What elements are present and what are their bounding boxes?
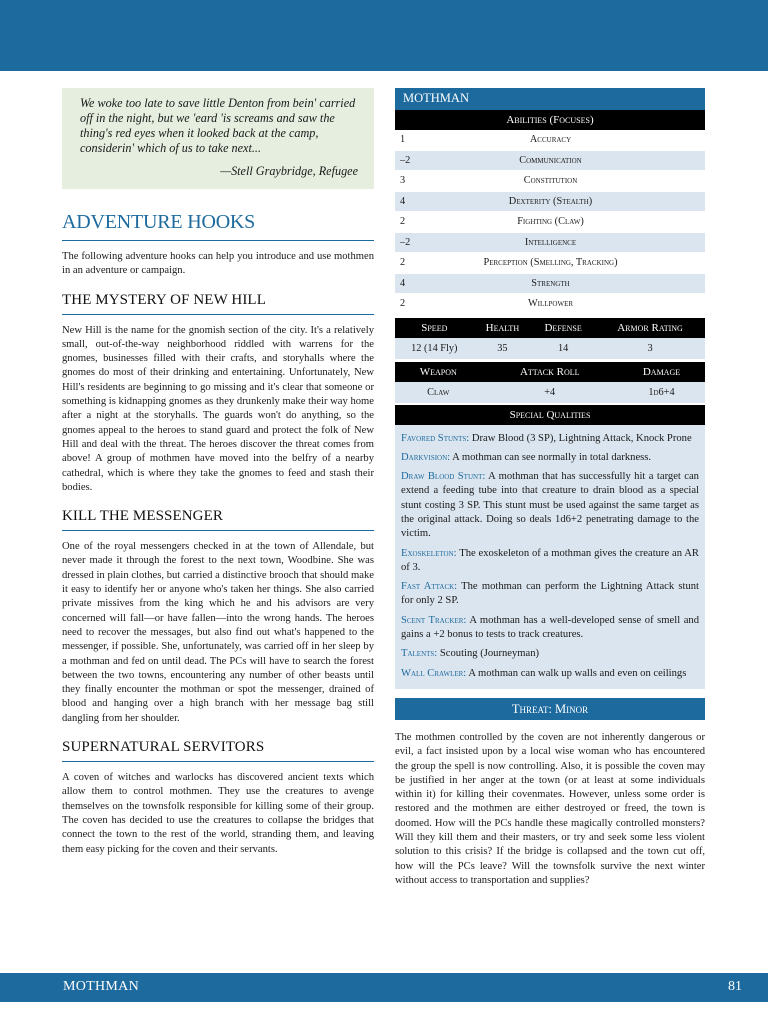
right-body-text <box>395 731 705 888</box>
quality-item: Darkvision: A mothman can see normally in total darkness. <box>401 451 652 463</box>
footer-title: MOTHMAN <box>63 979 139 994</box>
armor-rating-value: 3 <box>595 338 705 359</box>
left-column <box>62 88 374 857</box>
ability-row: 1 Accuracy <box>395 130 705 150</box>
armor-rating-header: Armor Rating <box>595 318 705 338</box>
quality-item: Scent Tracker: A mothman has a well-developed sense of smell and gains a +2 bonus to tests to track creatures. <box>401 614 699 641</box>
health-value: 35 <box>474 338 532 359</box>
special-qualities-header: Special Qualities <box>395 405 705 425</box>
damage-header: Damage <box>618 362 705 382</box>
ability-row: 3 Constitution <box>395 171 705 192</box>
quality-item: Draw Blood Stunt: A mothman that has successfully hit a target can extend a feeding tube into that creature to drain blood as a special stunt costing 3 SP. This stunt must be used against the same target as the original attack. Doing so deals 1d6+2 penetrating damage to the victim. <box>401 471 699 540</box>
adventure-hooks-intro: The following adventure hooks can help you introduce and use mothmen in an adventure or campaign. <box>62 251 374 277</box>
stats-table <box>395 318 705 359</box>
attack-roll-header: Attack Roll <box>482 362 618 382</box>
attack-roll-value: +4 <box>482 382 618 403</box>
health-header: Health <box>474 318 532 338</box>
page-number: 81 <box>728 979 742 994</box>
speed-value: 12 (14 Fly) <box>395 338 474 359</box>
speed-header: Speed <box>395 318 474 338</box>
ability-row: 2 Fighting (Claw) <box>395 212 705 233</box>
quote-attribution: —Stell Graybridge, Refugee <box>220 164 358 178</box>
quality-item: Talents: Scouting (Journeyman) <box>401 648 540 660</box>
weapon-value: Claw <box>395 382 482 403</box>
threat-banner: Threat: Minor <box>395 698 705 720</box>
ability-row: 4 Dexterity (Stealth) <box>395 191 705 212</box>
quality-item: Wall Crawler: A mothman can walk up walls and even on ceilings <box>401 667 687 679</box>
statblock-title: MOTHMAN <box>395 88 705 110</box>
weapon-header: Weapon <box>395 362 482 382</box>
coven-text: The mothmen controlled by the coven are not inherently dangerous or evil, a fact insisted upon by a local wise woman who has encountered the group the spell is now controlling. Also, it is possible the coven may be justified in her anger at the town (or at least at some individuals within it) for killing their covenmates. However, unless some order is restored and the mothmen are either destroyed or freed, the town is doomed. How will the PCs handle these magically controlled monsters? Will they kill them and their masters, or try and seek some less violent solution to this crisis? If the bridge is collapsed and the town cut off, how will the PCs leave? Will the townsfolk survive the next winter without access to transportation and supplies? <box>395 731 705 886</box>
quality-item: Fast Attack: The mothman can perform the Lightning Attack stunt for only 2 SP. <box>401 581 699 607</box>
abilities-header: Abilities (Focuses) <box>395 110 705 130</box>
defense-value: 14 <box>531 338 595 359</box>
hook-servitors-text: A coven of witches and warlocks has discovered ancient texts which allow them to control mothmen. They use the creatures to avenge themselves on the townsfolk responsible for killing some of their group. The coven has decided to use the creatures to collapse the bridges that connect the town to the rest of the world, stranding them, and leaving them easy picking for the coven and their servants. <box>62 772 374 855</box>
header-bar <box>0 0 768 71</box>
ability-row: –2 Communication <box>395 150 705 171</box>
hook-new-hill-text: New Hill is the name for the gnomish section of the city. It's a relatively small, out-of-the-way neighborhood riddled with warrens for the gnomes, businesses filled with their crafts, and storyhalls where the gnomes do most of their drinking and entertaining. Unfortunately, New Hill's residents are beginning to go missing and it's clear that someone or something is kidnapping gnomes as they drunkenly make their way home after a night at the storyhalls. The guards won't do anything, so the gnomes appeal to the heroes to stand guard and protect the folk of New Hill and deal with the threat. The heroes discover the threat comes from above! A group of mothmen have moved into the belfry of a nearby cathedral, which is where they take the gnomes to feed and stash their bodies. <box>62 324 374 493</box>
hook-messenger-heading: KILL THE MESSENGER <box>62 508 374 531</box>
ability-row: 2 Willpower <box>395 294 705 315</box>
epigraph-quote <box>62 88 374 189</box>
hook-new-hill-heading: THE MYSTERY OF NEW HILL <box>62 292 374 315</box>
hook-messenger-text: One of the royal messengers checked in at the town of Allendale, but never made it through the forest to the next town, Woodbine. She was dressed in plain clothes, but carried a distinctive brooch that should make it easy to identify her or anyone who's taken her things. She also carried private missives from the king which he and his advisors are very concerned will fall—or have fallen—into the wrong hands. The heroes need to recover the messages, but also find out what's happened to the messenger, if possible. She, unfortunately, was carried off in her sleep by a mothman and fed on until dead. The PCs will have to search the forest between the two towns, encountering any number of other beasts until they finally encounter the mothman or spot the messenger, drained of blood and hanging over a high branch with her message bag still dangling from her shoulder. <box>62 541 374 724</box>
quality-item: Exoskeleton: The exoskeleton of a mothman gives the creature an AR of 3. <box>401 547 699 573</box>
special-qualities-header-table <box>395 405 705 425</box>
quality-item: Favored Stunts: Draw Blood (3 SP), Lightning Attack, Knock Prone <box>401 432 692 444</box>
quote-text: We woke too late to save little Denton from bein' carried off in the night, but we 'eard 'is screams and saw the thing's red eyes when it looked back at the camp, considerin' which of us to take next... <box>80 96 356 155</box>
ability-row: –2 Intelligence <box>395 232 705 253</box>
hook-servitors-heading: SUPERNATURAL SERVITORS <box>62 739 374 762</box>
abilities-table <box>395 110 705 315</box>
adventure-hooks-heading: ADVENTURE HOOKS <box>62 211 374 241</box>
right-column <box>395 88 705 888</box>
ability-row: 4 Strength <box>395 273 705 294</box>
ability-row: 2 Perception (Smelling, Tracking) <box>395 253 705 274</box>
damage-value: 1d6+4 <box>618 382 705 403</box>
footer-bar <box>0 973 768 1002</box>
special-qualities <box>395 425 705 689</box>
defense-header: Defense <box>531 318 595 338</box>
weapon-table <box>395 362 705 403</box>
